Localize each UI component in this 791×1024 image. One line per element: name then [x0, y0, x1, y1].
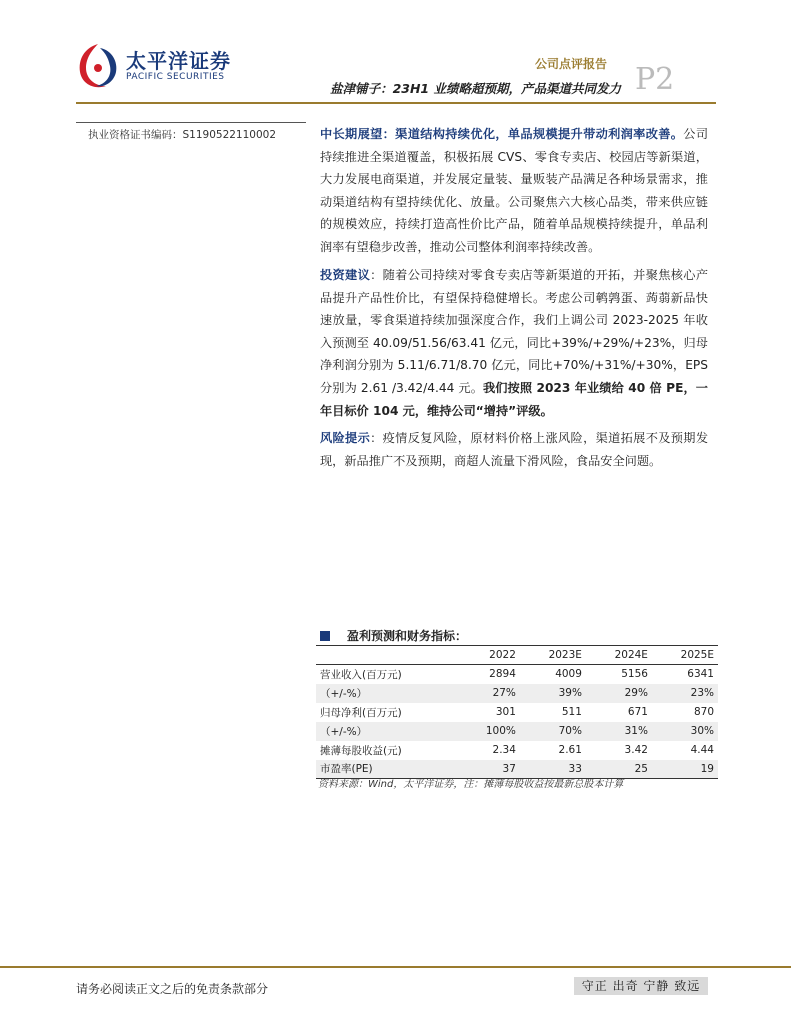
- outlook-heading: 中长期展望：渠道结构持续优化，单品规模提升带动利润率改善。: [320, 127, 684, 141]
- table-cell: 19: [700, 762, 714, 775]
- table-row: [316, 741, 718, 760]
- table-cell: 870: [693, 706, 714, 718]
- table-header-cell: 2024E: [614, 649, 648, 661]
- table-cell: 70%: [558, 725, 582, 737]
- table-source-note: 资料来源：Wind，太平洋证券，注：摊薄每股收益按最新总股本计算: [318, 779, 624, 790]
- disclaimer-text: 请务必阅读正文之后的免责条款部分: [76, 982, 269, 996]
- sidebar-divider: [76, 122, 306, 123]
- table-cell: 39%: [558, 687, 582, 699]
- table-cell: 671: [627, 706, 648, 718]
- table-cell: 摊薄每股收益(元): [320, 744, 402, 757]
- table-header-cell: 2022: [489, 649, 516, 661]
- report-type: 公司点评报告: [535, 57, 608, 71]
- table-cell: 511: [561, 706, 582, 718]
- table-cell: 6341: [687, 668, 714, 681]
- table-cell: 25: [634, 762, 648, 775]
- table-cell: 5156: [621, 668, 648, 681]
- table-row: [316, 684, 718, 703]
- outlook-text: 公司持续推进全渠道覆盖，积极拓展 CVS、零食专卖店、校园店等新渠道，大力发展电商渠道，并发展定量装、量贩装产品满足各种场景需求，推动渠道结构有望持续优化、放量。公司聚焦六大核心品类，带来供应链的规模效应，持续打造高性价比产品，随着单品规模持续提升，单品利润率有望稳步改善，推动公司整体利润率持续改善。: [320, 127, 709, 254]
- table-cell: 37: [502, 762, 516, 775]
- table-row: [316, 703, 718, 722]
- investment-advice-paragraph: [320, 264, 708, 422]
- outlook-paragraph: [320, 123, 708, 259]
- table-cell: （+/-%）: [320, 725, 368, 738]
- risk-paragraph: [320, 427, 708, 472]
- logo-mark-icon: [76, 42, 120, 90]
- footer-divider: [0, 966, 791, 968]
- table-header-cell: 2023E: [548, 649, 582, 661]
- table-cell: 2894: [489, 668, 516, 681]
- table-header-row: [316, 646, 718, 665]
- header-divider: [76, 102, 716, 104]
- table-cell: 29%: [624, 687, 648, 699]
- table-cell: 30%: [690, 725, 714, 737]
- table-cell: 31%: [624, 725, 648, 737]
- table-cell: 100%: [485, 725, 516, 737]
- table-row: [316, 665, 718, 684]
- table-cell: 市盈率(PE): [320, 763, 373, 776]
- table-title-marker: [320, 631, 330, 641]
- table-cell: 归母净利(百万元): [320, 706, 402, 719]
- risk-text: ：疫情反复风险，原材料价格上涨风险，渠道拓展不及预期发现，新品推广不及预期，商超人流量下滑风险，食品安全问题。: [320, 431, 709, 468]
- company-logo: [76, 42, 236, 92]
- table-header-cell: [316, 646, 459, 665]
- table-cell: 301: [495, 706, 516, 718]
- table-cell: 2.34: [492, 744, 516, 756]
- table-cell: 营业收入(百万元): [320, 668, 402, 681]
- investment-advice-text: ：随着公司持续对零食专卖店等新渠道的开拓，并聚焦核心产品提升产品性价比，有望保持稳健增长。考虑公司鹌鹑蛋、蒟蒻新品快速放量，零食渠道持续加强深度合作，我们上调公司 2023-2025 年收入预测至 40.09/51.56/63.41 亿元，同比+39%/+29%/+23%，归母净利润分别为 5.11/6.71/8.70 亿元，同比+70%/+31%/+30%，EPS 分别为 2.61 /3.42/4.44 元。: [320, 268, 709, 395]
- table-cell: 23%: [690, 687, 714, 699]
- page-number: P2: [635, 62, 675, 97]
- table-cell: 3.42: [624, 744, 648, 756]
- logo-text-cn: 太平洋证券: [126, 49, 231, 73]
- table-cell: 4.44: [690, 744, 714, 756]
- page-title: 盐津铺子：23H1 业绩略超预期，产品渠道共同发力: [330, 81, 621, 96]
- table-cell: （+/-%）: [320, 687, 368, 700]
- table-cell: 27%: [492, 687, 516, 699]
- table-cell: 33: [568, 762, 582, 775]
- investment-advice-heading: 投资建议: [320, 268, 371, 282]
- company-slogan: 守正 出奇 宁静 致远: [574, 977, 708, 995]
- rating-statement: 我们按照 2023 年业绩给 40 倍 PE，一年目标价 104 元，维持公司“增持”评级。: [320, 380, 708, 418]
- table-cell: 4009: [555, 668, 582, 681]
- table-header-cell: 2025E: [680, 649, 714, 661]
- table-row: [316, 722, 718, 741]
- financial-forecast-table: [316, 645, 718, 779]
- table-title: 盈利预测和财务指标：: [347, 629, 468, 643]
- risk-heading: 风险提示: [320, 431, 371, 445]
- analyst-cert-number: 执业资格证书编码：S1190522110002: [88, 129, 277, 141]
- table-cell: 2.61: [558, 744, 582, 756]
- logo-text-en: PACIFIC SECURITIES: [126, 72, 225, 82]
